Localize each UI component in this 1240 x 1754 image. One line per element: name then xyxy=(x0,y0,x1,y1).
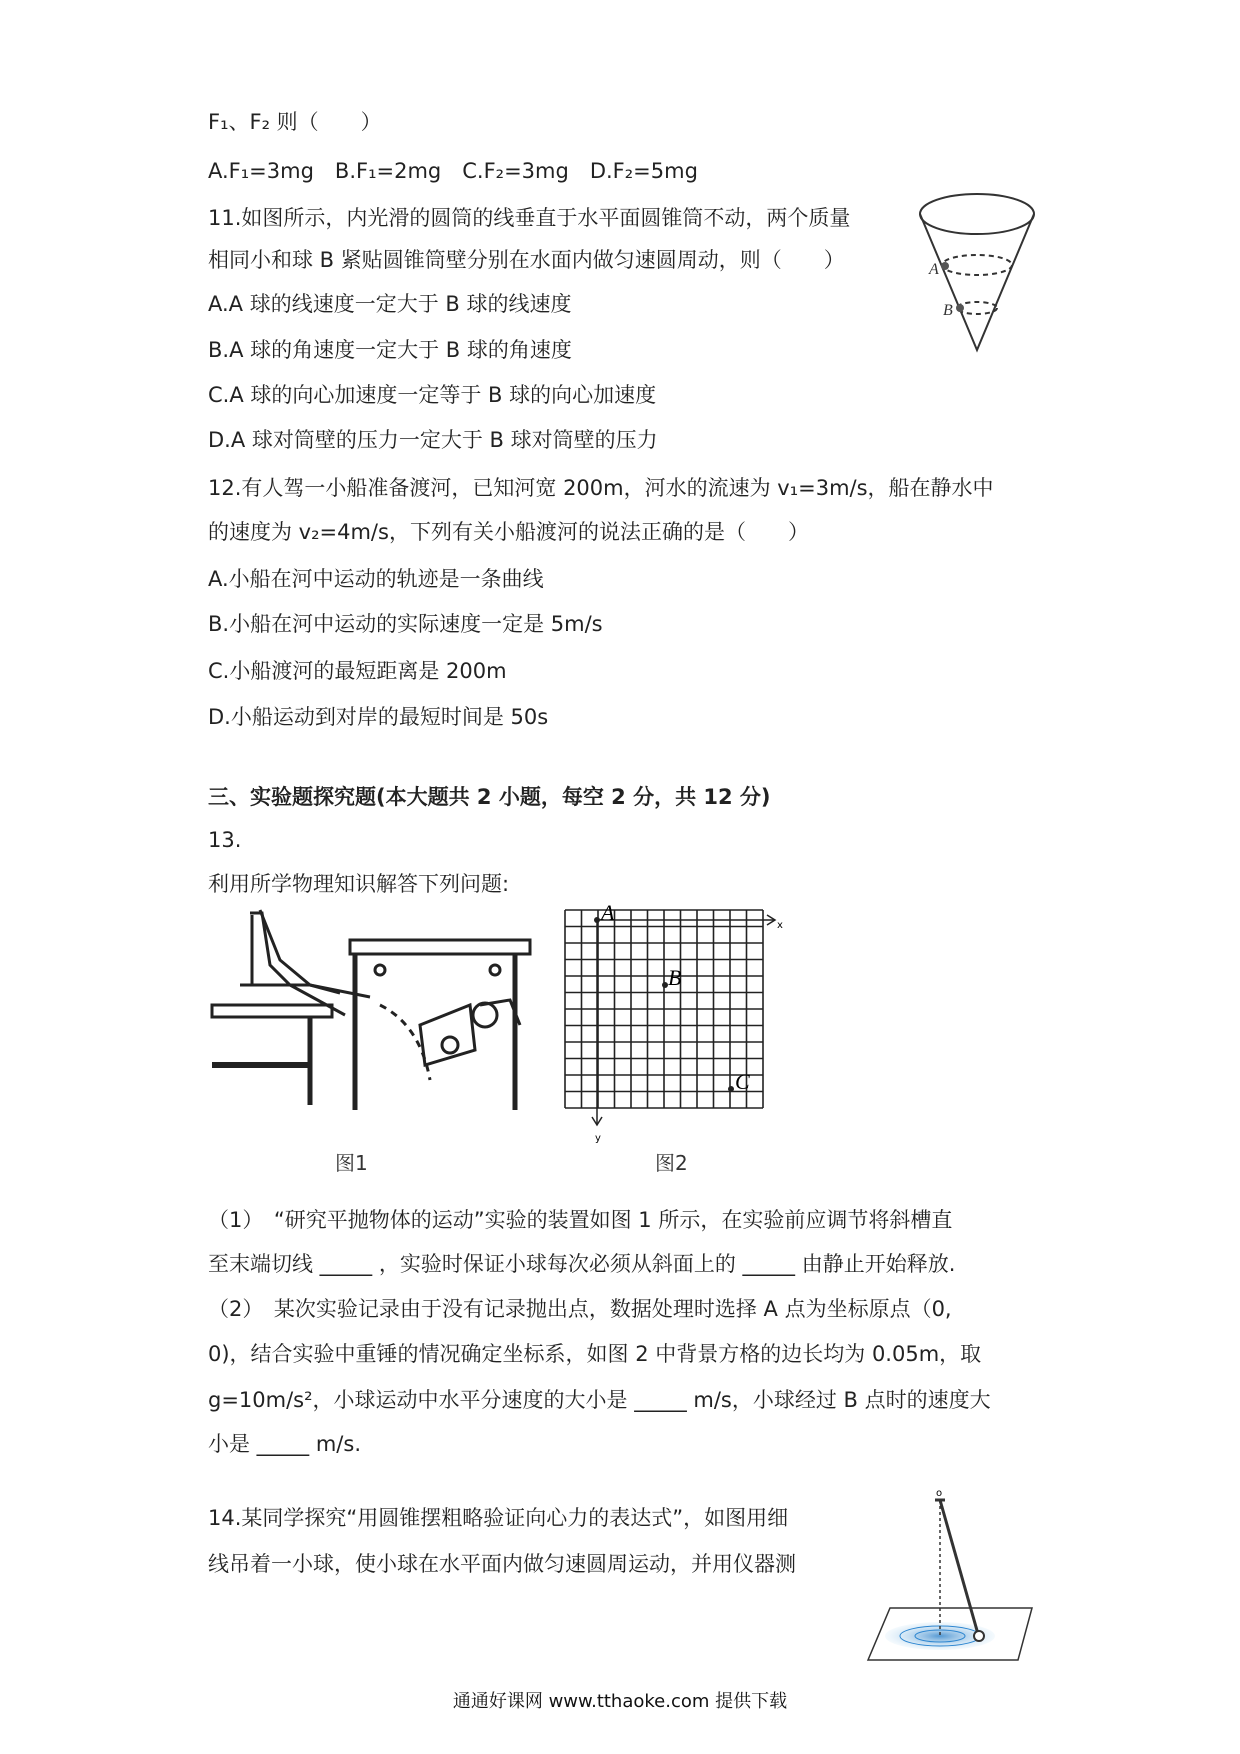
question-13-part-2-line-4: 小是 _____ m/s. xyxy=(208,1432,361,1456)
axis-x-label: x xyxy=(777,920,783,931)
pendulum-label-o: o xyxy=(936,1488,943,1499)
axis-y-label: y xyxy=(595,1133,601,1144)
question-11-line-1: 11.如图所示，内光滑的圆筒的线垂直于水平面圆锥筒不动，两个质量 xyxy=(208,206,851,230)
text-line-1: F₁、F₂ 则（ ） xyxy=(208,110,382,134)
question-14-line-1: 14.某同学探究“用圆锥摆粗略验证向心力的表达式”，如图用细 xyxy=(208,1506,789,1530)
question-11-line-2: 相同小和球 B 紧贴圆锥筒壁分别在水面内做匀速圆周动，则（ ） xyxy=(208,248,845,272)
option-12-d: D.小船运动到对岸的最短时间是 50s xyxy=(208,705,549,729)
option-11-b: B.A 球的角速度一定大于 B 球的角速度 xyxy=(208,338,572,362)
question-14-line-2: 线吊着一小球，使小球在水平面内做匀速圆周运动，并用仪器测 xyxy=(208,1552,796,1576)
point-a-label: A xyxy=(601,905,615,925)
figure-2-caption: 图2 xyxy=(655,1151,688,1175)
figure-1-apparatus xyxy=(210,905,540,1130)
question-13-part-1-line-2: 至末端切线 _____ ，实验时保证小球每次必须从斜面上的 _____ 由静止开始释放. xyxy=(208,1252,956,1276)
option-11-a: A.A 球的线速度一定大于 B 球的线速度 xyxy=(208,292,572,316)
question-12-line-2: 的速度为 v₂=4m/s，下列有关小船渡河的说法正确的是（ ） xyxy=(208,520,809,544)
question-13-intro: 利用所学物理知识解答下列问题: xyxy=(208,872,510,896)
point-c-label: C xyxy=(735,1069,750,1094)
question-12-line-1: 12.有人驾一小船准备渡河，已知河宽 200m，河水的流速为 v₁=3m/s，船在静水中 xyxy=(208,476,994,500)
question-13-part-2-line-1: （2） 某次实验记录由于没有记录抛出点，数据处理时选择 A 点为坐标原点（0, xyxy=(208,1297,952,1321)
cone-figure xyxy=(915,190,1040,360)
figure-1-caption: 图1 xyxy=(335,1151,368,1175)
option-12-b: B.小船在河中运动的实际速度一定是 5m/s xyxy=(208,612,603,636)
point-c-dot xyxy=(728,1086,734,1092)
point-b-label: B xyxy=(668,965,682,990)
question-13-part-2-line-3: g=10m/s²，小球运动中水平分速度的大小是 _____ m/s，小球经过 B 点时的速度大 xyxy=(208,1388,991,1412)
question-13-number: 13. xyxy=(208,828,242,852)
footer-source: 通通好课网 www.tthaoke.com 提供下载 xyxy=(452,1691,788,1712)
cone-label-b: B xyxy=(943,302,953,319)
point-a-dot xyxy=(594,917,600,923)
question-13-part-1-line-1: （1） “研究平抛物体的运动”实验的装置如图 1 所示，在实验前应调节将斜槽直 xyxy=(208,1208,953,1232)
cone-label-a: A xyxy=(929,261,939,278)
question-13-part-2-line-2: 0)，结合实验中重锤的情况确定坐标系，如图 2 中背景方格的边长均为 0.05m，取 xyxy=(208,1342,982,1366)
option-12-a: A.小船在河中运动的轨迹是一条曲线 xyxy=(208,567,544,591)
figure-2-grid xyxy=(555,905,785,1145)
options-line-10: A.F₁=3mg B.F₁=2mg C.F₂=3mg D.F₂=5mg xyxy=(208,159,698,183)
pendulum-figure xyxy=(860,1488,1035,1668)
section-heading: 三、实验题探究题(本大题共 2 小题，每空 2 分，共 12 分) xyxy=(208,785,771,809)
option-12-c: C.小船渡河的最短距离是 200m xyxy=(208,659,507,683)
option-11-c: C.A 球的向心加速度一定等于 B 球的向心加速度 xyxy=(208,383,657,407)
option-11-d: D.A 球对筒壁的压力一定大于 B 球对筒壁的压力 xyxy=(208,428,658,452)
